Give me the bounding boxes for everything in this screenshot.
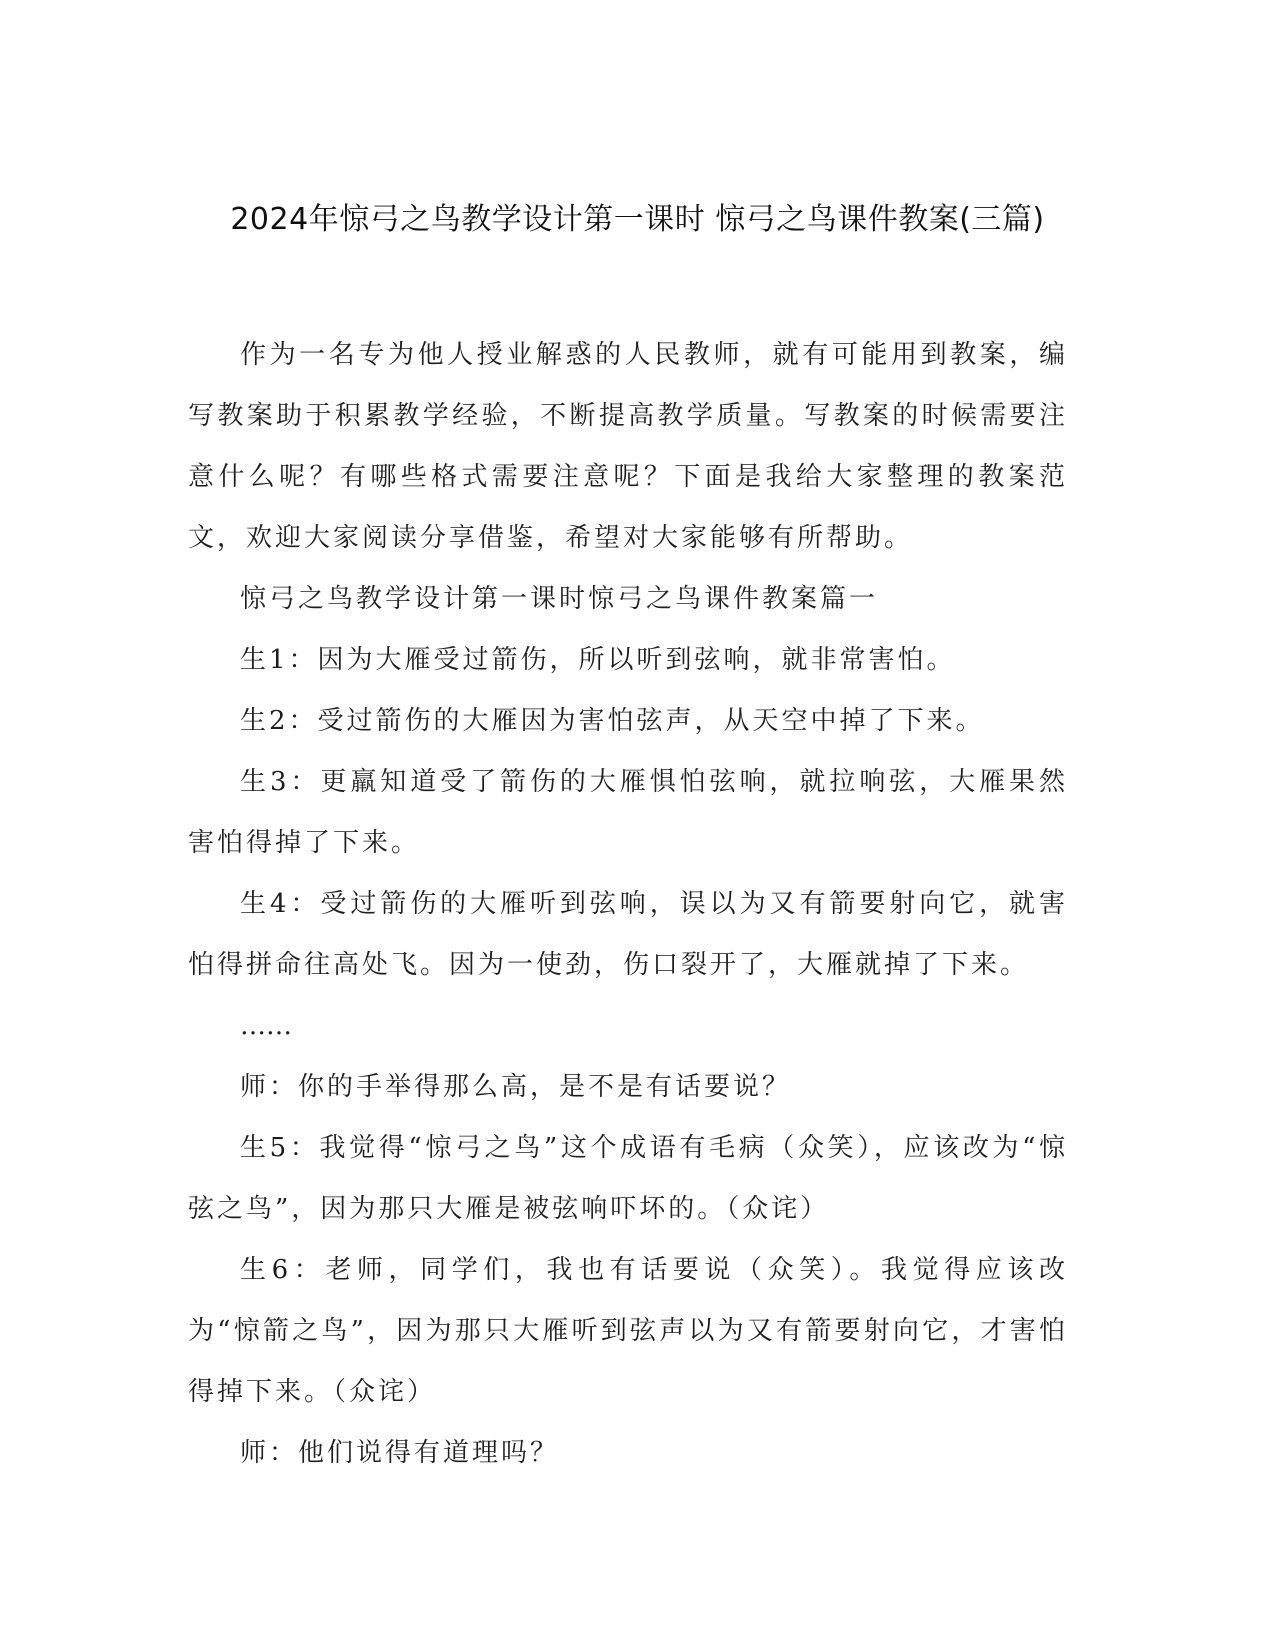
document-body	[188, 325, 1068, 1484]
section-heading: 惊弓之鸟教学设计第一课时惊弓之鸟课件教案篇一	[240, 584, 879, 614]
student-answer-5: 生5：我觉得“惊弓之鸟”这个成语有毛病（众笑），应该改为“惊弦之鸟”，因为那只大雁是被弦响吓坏的。（众诧）	[188, 1133, 1068, 1224]
teacher-question-1: 师：你的手举得那么高，是不是有话要说？	[240, 1072, 792, 1102]
student-answer-2: 生2：受过箭伤的大雁因为害怕弦声，从天空中掉了下来。	[240, 706, 985, 736]
student-answer-3: 生3：更羸知道受了箭伤的大雁惧怕弦响，就拉响弦，大雁果然害怕得掉了下来。	[188, 767, 1068, 858]
document-title: 2024年惊弓之鸟教学设计第一课时 惊弓之鸟课件教案(三篇)	[230, 202, 1045, 237]
student-answer-6: 生6：老师，同学们，我也有话要说（众笑）。我觉得应该改为“惊箭之鸟”，因为那只大雁听到弦声以为又有箭要射向它，才害怕得掉下来。（众诧）	[188, 1255, 1068, 1407]
ellipsis-line: ……	[240, 1011, 292, 1041]
intro-paragraph: 作为一名专为他人授业解惑的人民教师，就有可能用到教案，编写教案助于积累教学经验，不断提高教学质量。写教案的时候需要注意什么呢？有哪些格式需要注意呢？下面是我给大家整理的教案范文，欢迎大家阅读分享借鉴，希望对大家能够有所帮助。	[188, 340, 1068, 553]
student-answer-4: 生4：受过箭伤的大雁听到弦响，误以为又有箭要射向它，就害怕得拼命往高处飞。因为一使劲，伤口裂开了，大雁就掉了下来。	[188, 889, 1068, 980]
teacher-question-2: 师：他们说得有道理吗？	[240, 1438, 560, 1468]
student-answer-1: 生1：因为大雁受过箭伤，所以听到弦响，就非常害怕。	[240, 645, 956, 675]
